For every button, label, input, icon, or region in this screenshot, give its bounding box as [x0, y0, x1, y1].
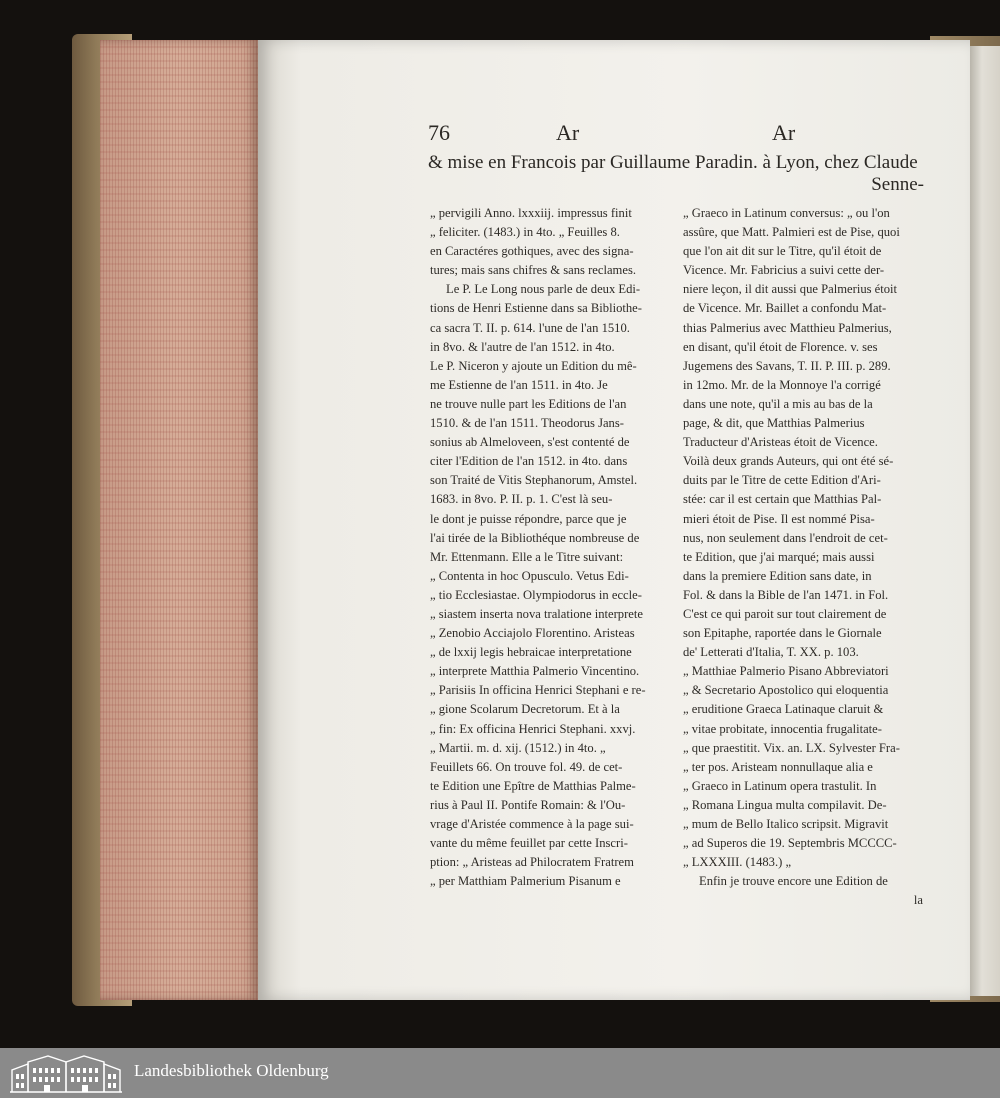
text-line: „ Matthiae Palmerio Pisano Abbreviatori [683, 664, 889, 679]
text-line: en Caractéres gothiques, avec des signa- [430, 244, 634, 259]
facing-page-edge [970, 46, 1000, 996]
text-line: ca sacra T. II. p. 614. l'une de l'an 1510. [430, 320, 630, 335]
text-line: „ & Secretario Apostolico qui eloquentia [683, 683, 889, 698]
text-line: Traducteur d'Aristeas étoit de Vicence. [683, 435, 878, 450]
text-line: vante du même feuillet par cette Inscri- [430, 836, 628, 851]
library-building-logo-icon [8, 1052, 124, 1094]
text-line: son Traité de Vitis Stephanorum, Amstel. [430, 473, 638, 488]
running-head-right: Ar [772, 120, 796, 145]
running-head-left: Ar [556, 120, 580, 145]
text-line: ption: „ Aristeas ad Philocratem Fratrem [430, 855, 634, 870]
text-line: „ gione Scolarum Decretorum. Et à la [430, 702, 620, 717]
text-line: tions de Henri Estienne dans sa Bibliothe- [430, 301, 642, 316]
text-line: „ eruditione Graeca Latinaque claruit & [683, 702, 884, 717]
text-line: son Epitaphe, raportée dans le Giornale [683, 626, 882, 641]
library-name: Landesbibliothek Oldenburg [134, 1061, 329, 1080]
text-line: „ Romana Lingua multa compilavit. De- [683, 797, 887, 812]
text-line: „ tio Ecclesiastae. Olympiodorus in eccle- [430, 587, 642, 602]
text-line: thias Palmerius avec Matthieu Palmerius, [683, 320, 892, 335]
text-line: nus, non seulement dans l'endroit de cet- [683, 530, 888, 545]
text-line: vrage d'Aristée commence à la page sui- [430, 817, 634, 831]
text-line: l'ai tirée de la Bibliothéque nombreuse de [430, 530, 640, 545]
running-head [428, 120, 920, 150]
footer-bar [0, 1048, 1000, 1098]
text-line: „ ter pos. Aristeam nonnullaque alia e [683, 759, 873, 774]
text-line: „ fin: Ex officina Henrici Stephani. xxvj. [430, 721, 636, 736]
text-line: „ Graeco in Latinum opera trastulit. In [683, 778, 877, 793]
text-line: Feuillets 66. On trouve fol. 49. de cet- [430, 759, 623, 774]
text-line: „ siastem inserta nova tralatione interprete [430, 606, 643, 621]
text-line: Le P. Le Long nous parle de deux Edi- [446, 282, 641, 297]
page-edge-stack [100, 40, 258, 1000]
right-text-column [683, 204, 923, 910]
text-line: me Estienne de l'an 1511. in 4to. Je [430, 377, 608, 392]
text-line: tures; mais sans chifres & sans reclames. [430, 263, 636, 278]
text-line: C'est ce qui paroit sur tout clairement de [683, 606, 887, 621]
text-line: in 8vo. & l'autre de l'an 1512. in 4to. [430, 339, 615, 354]
text-line: le dont je puisse répondre, parce que je [430, 511, 627, 526]
text-line: page, & dit, que Matthias Palmerius [683, 416, 865, 431]
text-line: „ ad Superos die 19. Septembris MCCCC- [683, 836, 897, 851]
text-line: rius à Paul II. Pontife Romain: & l'Ou- [430, 797, 626, 812]
text-line: „ de lxxij legis hebraicae interpretatione [430, 645, 632, 660]
text-line: citer l'Edition de l'an 1512. in 4to. dans [430, 454, 628, 469]
title-line-2: Senne- [871, 174, 924, 195]
text-line: „ vitae probitate, innocentia frugalitate- [683, 721, 882, 736]
text-line: sonius ab Almeloveen, s'est contenté de [430, 435, 630, 450]
text-line: „ LXXXIII. (1483.) „ [683, 855, 792, 870]
text-line: 1510. & de l'an 1511. Theodorus Jans- [430, 416, 624, 431]
text-line: „ Graeco in Latinum conversus: „ ou l'on [683, 206, 890, 220]
text-line: ne trouve nulle part les Editions de l'an [430, 396, 627, 411]
text-line: Enfin je trouve encore une Edition de [699, 874, 888, 889]
text-line: Fol. & dans la Bible de l'an 1471. in Fol. [683, 587, 889, 602]
text-line: „ que praestitit. Vix. an. LX. Sylvester Fra- [683, 740, 900, 755]
text-line: duits par le Titre de cette Edition d'Ari- [683, 473, 881, 488]
text-line: „ Contenta in hoc Opusculo. Vetus Edi- [430, 568, 629, 583]
text-line: en disant, qu'il étoit de Florence. v. ses [683, 339, 878, 354]
text-line: te Edition une Epître de Matthias Palme- [430, 778, 636, 793]
text-line: Mr. Ettenmann. Elle a le Titre suivant: [430, 549, 624, 564]
text-line: que l'on ait dit sur le Titre, qu'il étoit de [683, 244, 882, 259]
page-number: 76 [428, 120, 450, 145]
text-line: „ pervigili Anno. lxxxiij. impressus finit [430, 206, 632, 220]
text-line: in 12mo. Mr. de la Monnoye l'a corrigé [683, 377, 881, 392]
text-line: dans la premiere Edition sans date, in [683, 568, 872, 583]
continued-title [428, 152, 924, 196]
title-line-1: & mise en Francois par Guillaume Paradin. à Lyon, chez Claude [428, 152, 918, 173]
text-line: „ Martii. m. d. xij. (1512.) in 4to. „ [430, 740, 606, 755]
text-line: „ interprete Matthia Palmerio Vincentino. [430, 664, 640, 679]
text-line: „ Parisiis In officina Henrici Stephani e re- [430, 683, 646, 698]
text-line: Le P. Niceron y ajoute un Edition du mê- [430, 358, 637, 373]
text-line: Vicence. Mr. Fabricius a suivi cette der- [683, 263, 885, 278]
text-line: „ mum de Bello Italico scripsit. Migravit [683, 817, 889, 831]
text-line: stée: car il est certain que Matthias Pal- [683, 492, 882, 507]
text-line: 1683. in 8vo. P. II. p. 1. C'est là seu- [430, 492, 613, 507]
text-line: dans une note, qu'il a mis au bas de la [683, 396, 873, 411]
text-line: mieri étoit de Pise. Il est nommé Pisa- [683, 511, 875, 526]
text-line: Jugemens des Savans, T. II. P. III. p. 289. [683, 358, 891, 373]
text-line: la [913, 893, 923, 908]
text-line: assûre, que Matt. Palmieri est de Pise, quoi [683, 225, 900, 240]
text-line: te Edition, que j'ai marqué; mais aussi [683, 549, 875, 564]
text-line: de' Letterati d'Italia, T. XX. p. 103. [683, 645, 859, 660]
text-line: de Vicence. Mr. Baillet a confondu Mat- [683, 301, 887, 316]
text-line: „ per Matthiam Palmerium Pisanum e [430, 874, 621, 889]
text-line: niere leçon, il dit aussi que Palmerius étoit [683, 282, 898, 297]
left-text-column [430, 204, 670, 891]
text-line: Voilà deux grands Auteurs, qui ont été sé- [683, 454, 894, 469]
text-line: „ Zenobio Acciajolo Florentino. Aristeas [430, 626, 635, 641]
text-line: „ feliciter. (1483.) in 4to. „ Feuilles 8. [430, 225, 620, 240]
